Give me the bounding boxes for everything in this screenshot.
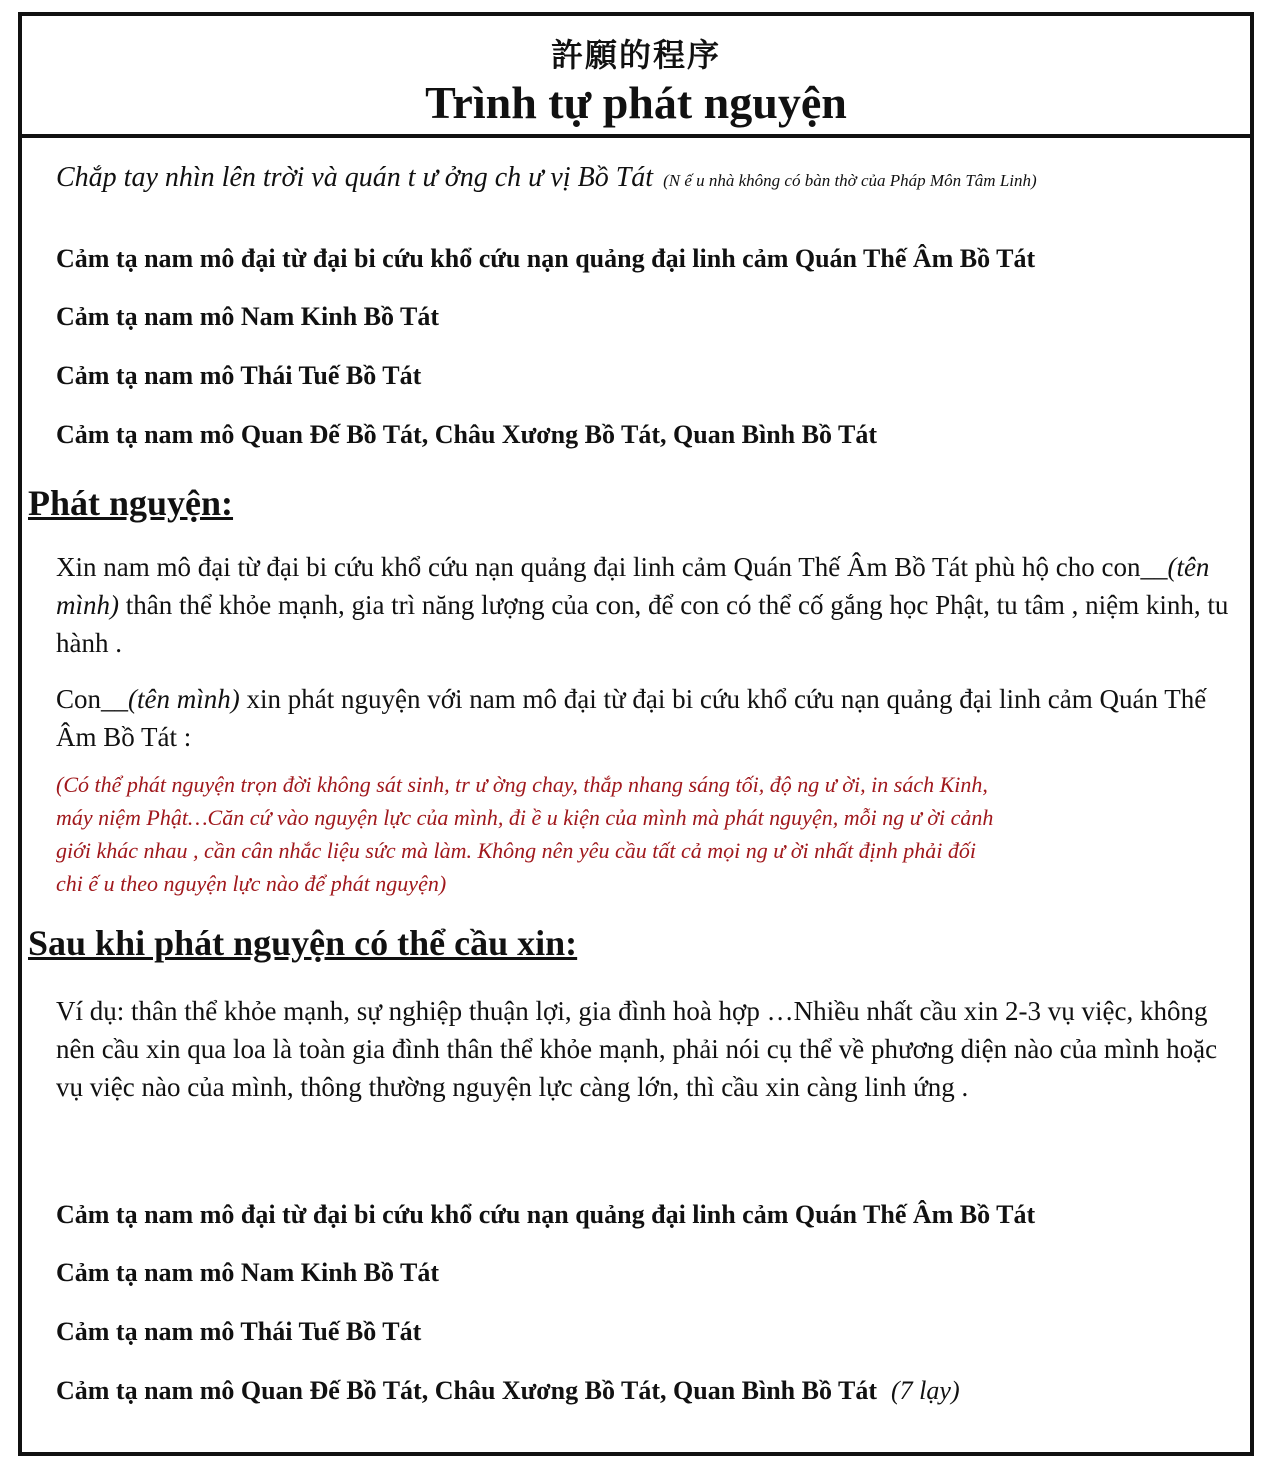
intro-text: Chắp tay nhìn lên trời và quán t ư ởng ch ư vị Bồ Tát	[56, 162, 654, 193]
intro-line	[56, 162, 1230, 194]
prayer-line-4: Cảm tạ nam mô Quan Đế Bồ Tát, Châu Xương Bồ Tát, Quan Bình Bồ Tát	[56, 420, 878, 449]
closing-prayer-line-3: Cảm tạ nam mô Thái Tuế Bồ Tát	[56, 1317, 422, 1346]
prayer-line-2: Cảm tạ nam mô Nam Kinh Bồ Tát	[56, 302, 440, 331]
closing-prayer-line-4-text: Cảm tạ nam mô Quan Đế Bồ Tát, Châu Xương Bồ Tát, Quan Bình Bồ Tát	[56, 1376, 878, 1405]
vow-paragraph-2-start: Con__	[56, 684, 129, 714]
document-header	[22, 16, 1250, 138]
title-chinese: 許願的程序	[550, 36, 721, 74]
title-vietnamese: Trình tự phát nguyện	[425, 77, 847, 128]
vow-guidance-note	[56, 768, 1206, 900]
vow-paragraph-1-start: Xin nam mô đại từ đại bi cứu khổ cứu nạn quảng đại linh cảm Quán Thế Âm Bồ Tát phù hộ cho con__	[56, 552, 1168, 582]
vow-guidance-line: (Có thể phát nguyện trọn đời không sát sinh, tr ư ờng chay, thắp nhang sáng tối, độ ng ư ời, in sách Kinh,	[56, 772, 988, 797]
vow-guidance-line: chi ế u theo nguyện lực nào để phát nguyện)	[56, 871, 447, 896]
vow-guidance-line: máy niệm Phật…Căn cứ vào nguyện lực của mình, đi ề u kiện của mình mà phát nguyện, mỗi ng ư ời cảnh	[56, 805, 994, 830]
section-heading-request: Sau khi phát nguyện có thể cầu xin:	[28, 923, 578, 963]
request-paragraph: Ví dụ: thân thể khỏe mạnh, sự nghiệp thuận lợi, gia đình hoà hợp …Nhiều nhất cầu xin 2-3 vụ việc, không nên cầu xin qua loa là toàn gia đình thân thể khỏe mạnh, phải nói cụ thể về phương diện nào của mình hoặc vụ việc nào của mình, thông thường nguyện lực càng lớn, thì cầu xin càng linh ứng .	[56, 996, 1218, 1102]
vow-paragraph-2-end: xin phát nguyện với nam mô đại từ đại bi cứu khổ cứu nạn quảng đại linh cảm Quán Thế Âm Bồ Tát :	[56, 684, 1207, 752]
prayer-line-1: Cảm tạ nam mô đại từ đại bi cứu khổ cứu nạn quảng đại linh cảm Quán Thế Âm Bồ Tát	[56, 244, 1036, 273]
vow-paragraph-1-name: (tên mình)	[56, 552, 1210, 620]
bow-count-note: (7 lạy)	[891, 1376, 960, 1405]
section-heading-vow: Phát nguyện:	[28, 483, 234, 523]
intro-note: (N ế u nhà không có bàn thờ của Pháp Môn Tâm Linh)	[663, 171, 1037, 190]
closing-prayer-line-4	[56, 1376, 1230, 1406]
vow-paragraph-2-name: (tên mình)	[128, 684, 240, 714]
prayer-line-3: Cảm tạ nam mô Thái Tuế Bồ Tát	[56, 361, 422, 390]
closing-prayer-line-2: Cảm tạ nam mô Nam Kinh Bồ Tát	[56, 1258, 440, 1287]
vow-paragraph-2	[56, 680, 1246, 756]
vow-paragraph-1-end: thân thể khỏe mạnh, gia trì năng lượng của con, để con có thể cố gắng học Phật, tu tâm , niệm kinh, tu hành .	[56, 590, 1229, 658]
vow-paragraph-1	[56, 548, 1246, 662]
vow-guidance-line: giới khác nhau , cần cân nhắc liệu sức mà làm. Không nên yêu cầu tất cả mọi ng ư ời nhất định phải đối	[56, 838, 977, 863]
document-frame	[18, 12, 1254, 1456]
closing-prayer-line-1: Cảm tạ nam mô đại từ đại bi cứu khổ cứu nạn quảng đại linh cảm Quán Thế Âm Bồ Tát	[56, 1200, 1036, 1229]
